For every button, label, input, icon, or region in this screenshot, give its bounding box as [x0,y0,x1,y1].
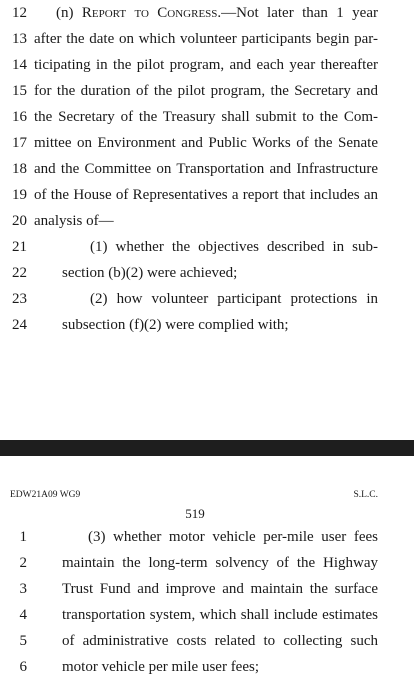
document-mark: S.L.C. [353,490,378,500]
line-number: 4 [19,607,27,623]
text-line [0,182,414,208]
document-id: EDW21A09 WG9 [10,490,81,500]
line-number: 24 [12,317,27,333]
text-line [0,602,414,628]
page-break-divider [0,440,414,456]
line-text: maintain the long-term solvency of the Highway [62,555,378,571]
line-number: 16 [12,109,27,125]
line-number: 14 [12,57,27,73]
line-text: (1) whether the objectives described in sub- [90,239,378,255]
text-line [0,26,414,52]
line-number: 23 [12,291,27,307]
page-number: 519 [185,506,205,521]
line-text: subsection (f)(2) were complied with; [62,317,289,333]
text-line [0,234,414,260]
line-number: 2 [19,555,27,571]
line-text: after the date on which volunteer participants begin par- [34,31,378,47]
text-line [0,654,414,680]
line-number: 22 [12,265,27,281]
line-text: Trust Fund and improve and maintain the surface [62,581,378,597]
text-line [0,52,414,78]
line-text: (2) how volunteer participant protections in [90,291,378,307]
line-text: motor vehicle per mile user fees; [62,659,260,675]
section-heading: Report to Congress [81,5,218,21]
section-heading-prefix: (n) [56,5,82,21]
line-number: 13 [12,31,27,47]
line-number: 1 [19,529,27,545]
text-line [0,524,414,550]
line-number: 17 [12,135,27,151]
line-text [56,0,378,26]
line-number: 19 [12,187,27,203]
text-line [0,312,414,338]
line-number: 12 [12,5,27,21]
text-line [0,208,414,234]
document-header [10,487,378,503]
line-text: the Secretary of the Treasury shall submit to the Com- [34,109,378,125]
text-line [0,0,414,26]
line-number: 6 [19,659,27,675]
text-line [0,260,414,286]
line-text: section (b)(2) were achieved; [62,265,238,281]
line-text: of administrative costs related to collecting such [62,633,378,649]
line-text: of the House of Representatives a report that includes an [34,187,378,203]
line-text: (3) whether motor vehicle per-mile user fees [88,529,378,545]
line-text: and the Committee on Transportation and Infrastructure [34,161,378,177]
line-text-rest: .—Not later than 1 year [217,5,378,21]
line-text: mittee on Environment and Public Works of the Senate [34,135,378,151]
line-text: for the duration of the pilot program, the Secretary and [34,83,378,99]
text-line [0,628,414,654]
line-number: 20 [12,213,27,229]
text-line [0,286,414,312]
text-line [0,156,414,182]
text-line [0,78,414,104]
line-text: analysis of— [34,213,114,229]
line-number: 21 [12,239,27,255]
text-line [0,550,414,576]
text-line [0,104,414,130]
text-line [0,130,414,156]
line-text: ticipating in the pilot program, and each year thereafter [34,57,378,73]
line-number: 18 [12,161,27,177]
line-number: 15 [12,83,27,99]
text-line [0,576,414,602]
line-number: 3 [19,581,27,597]
line-text: transportation system, which shall include estimates [62,607,378,623]
line-number: 5 [19,633,27,649]
